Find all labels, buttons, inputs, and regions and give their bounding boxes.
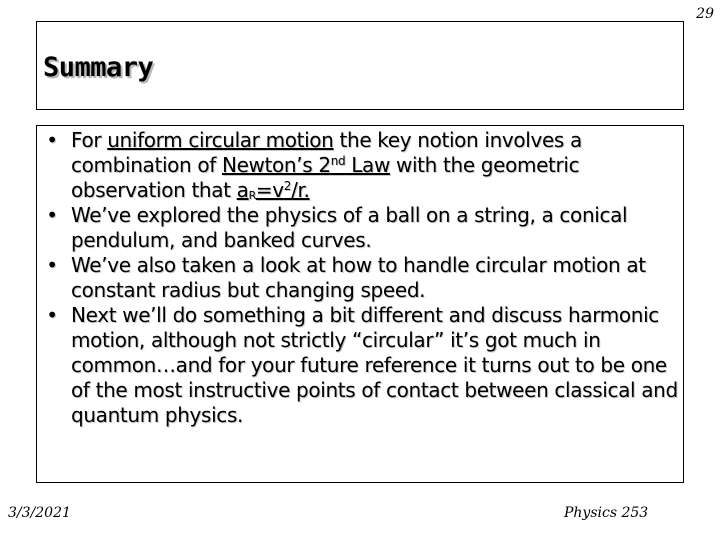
bullet-4-text: Next we’ll do something a bit different and discuss harmonic motion, although not strictly “circular” it’s got much in common…and for your future reference it turns out to be one of the most instructive points of contact between classical and quantum physics. [71, 303, 678, 427]
bullet-1-newtons-law [222, 153, 390, 177]
bullet-1-text-c: with the geometric observation that [71, 153, 580, 202]
bullet-2-text: We’ve explored the physics of a ball on a string, a conical pendulum, and banked curves. [71, 203, 628, 252]
bullet-3-text: We’ve also taken a look at how to handle circular motion at constant radius but changing speed. [71, 253, 646, 302]
footer-date: 3/3/2021 [8, 505, 71, 521]
bullet-list [45, 128, 679, 428]
title-frame [36, 21, 684, 110]
bullet-glyph: • [46, 128, 58, 152]
bullet-item-4 [45, 303, 679, 428]
bullet-glyph: • [46, 253, 58, 277]
footer-course: Physics 253 [564, 505, 649, 521]
formula-exponent: 2 [283, 179, 292, 193]
content-frame [36, 125, 684, 483]
bullet-item-2 [45, 203, 679, 253]
bullet-glyph: • [46, 303, 58, 327]
bullet-1-underlined-term: uniform circular motion [107, 128, 334, 152]
formula-a: a [236, 178, 249, 202]
ordinal-superscript: nd [330, 154, 346, 168]
bullet-item-1 [45, 128, 679, 203]
formula-v: =v [255, 178, 284, 202]
centripetal-formula [237, 178, 310, 202]
bullet-item-3 [45, 253, 679, 303]
formula-r: /r. [291, 178, 310, 202]
newtons-law-text-a: Newton’s 2 [221, 153, 331, 177]
page-number: 29 [696, 6, 714, 22]
slide-title: Summary [43, 52, 154, 83]
bullet-glyph: • [46, 203, 58, 227]
newtons-law-text-b: Law [345, 153, 390, 177]
formula-subscript: R [248, 189, 256, 202]
bullet-1-text-b: the key notion involves a combination of [71, 128, 582, 177]
bullet-1-text-a: For [71, 128, 108, 152]
